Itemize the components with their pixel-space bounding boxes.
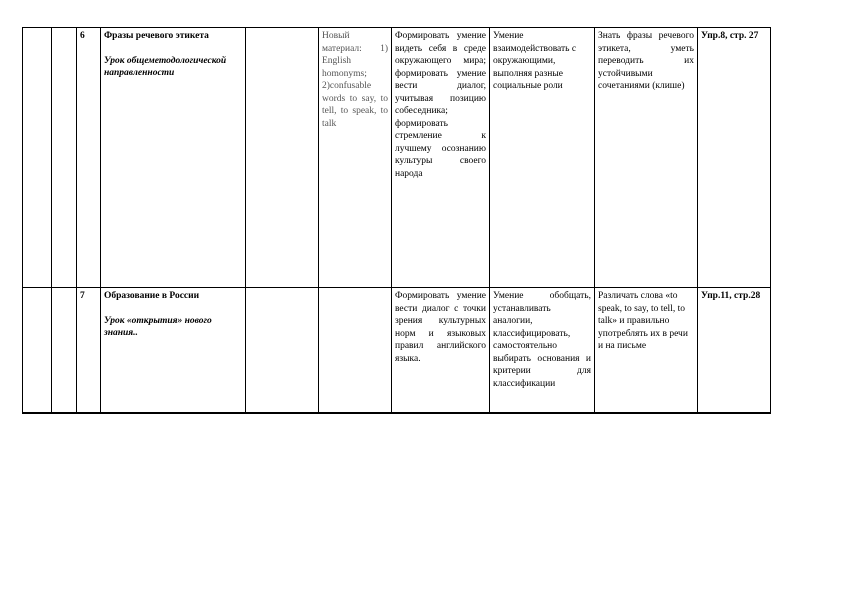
empty-cell	[52, 288, 77, 414]
empty-cell	[23, 28, 52, 288]
goals-text: Формировать умение видеть себя в среде окружающего мира; формировать умение вести диалог, учитывая позицию собеседника; формировать стремление к лучшему осознанию культуры своего народа	[395, 31, 486, 179]
table-row	[23, 288, 771, 414]
lesson-plan-table	[22, 27, 771, 414]
lesson-topic-cell	[101, 288, 246, 414]
lesson-topic-title: Фразы речевого этикета	[104, 31, 209, 41]
homework-text: Упр.11, стр.28	[701, 291, 761, 301]
homework-cell	[698, 28, 771, 288]
lesson-number: 6	[77, 28, 101, 288]
lesson-topic-title: Образование в России	[104, 291, 200, 301]
goals-cell	[392, 28, 490, 288]
skills-cell	[490, 288, 595, 414]
knowledge-text: Знать фразы речевого этикета, уметь переводить их устойчивыми сочетаниями (клише)	[598, 31, 694, 91]
new-material-cell	[319, 28, 392, 288]
lesson-content-cell	[246, 288, 319, 414]
empty-cell	[23, 288, 52, 414]
homework-cell	[698, 288, 771, 414]
lesson-type: Урок общеметодологической направленности	[104, 55, 227, 78]
lesson-content-cell	[246, 28, 319, 288]
goals-cell	[392, 288, 490, 414]
lesson-type: Урок «открытия» нового знания..	[104, 315, 212, 338]
new-material-text: Новый материал: 1) English homonyms; 2)confusable words to say, to tell, to speak, to talk	[322, 31, 388, 129]
lesson-topic-cell	[101, 28, 246, 288]
lesson-number: 7	[77, 288, 101, 414]
knowledge-text: Различать слова «to speak, to say, to tell, to talk» и правильно употреблять их в речи и на письме	[598, 291, 688, 351]
knowledge-cell	[595, 288, 698, 414]
skills-text: Умение обобщать, устанавливать аналогии, классифицировать, самостоятельно выбирать основания и критерии для классификации	[493, 291, 591, 389]
table-row	[23, 28, 771, 288]
knowledge-cell	[595, 28, 698, 288]
skills-cell	[490, 28, 595, 288]
new-material-cell	[319, 288, 392, 414]
goals-text: Формировать умение вести диалог с точки зрения культурных норм и языковых правил английского языка.	[395, 291, 486, 364]
empty-cell	[52, 28, 77, 288]
homework-text: Упр.8, стр. 27	[701, 31, 759, 41]
skills-text: Умение взаимодействовать с окружающими, выполняя разные социальные роли	[493, 31, 577, 91]
